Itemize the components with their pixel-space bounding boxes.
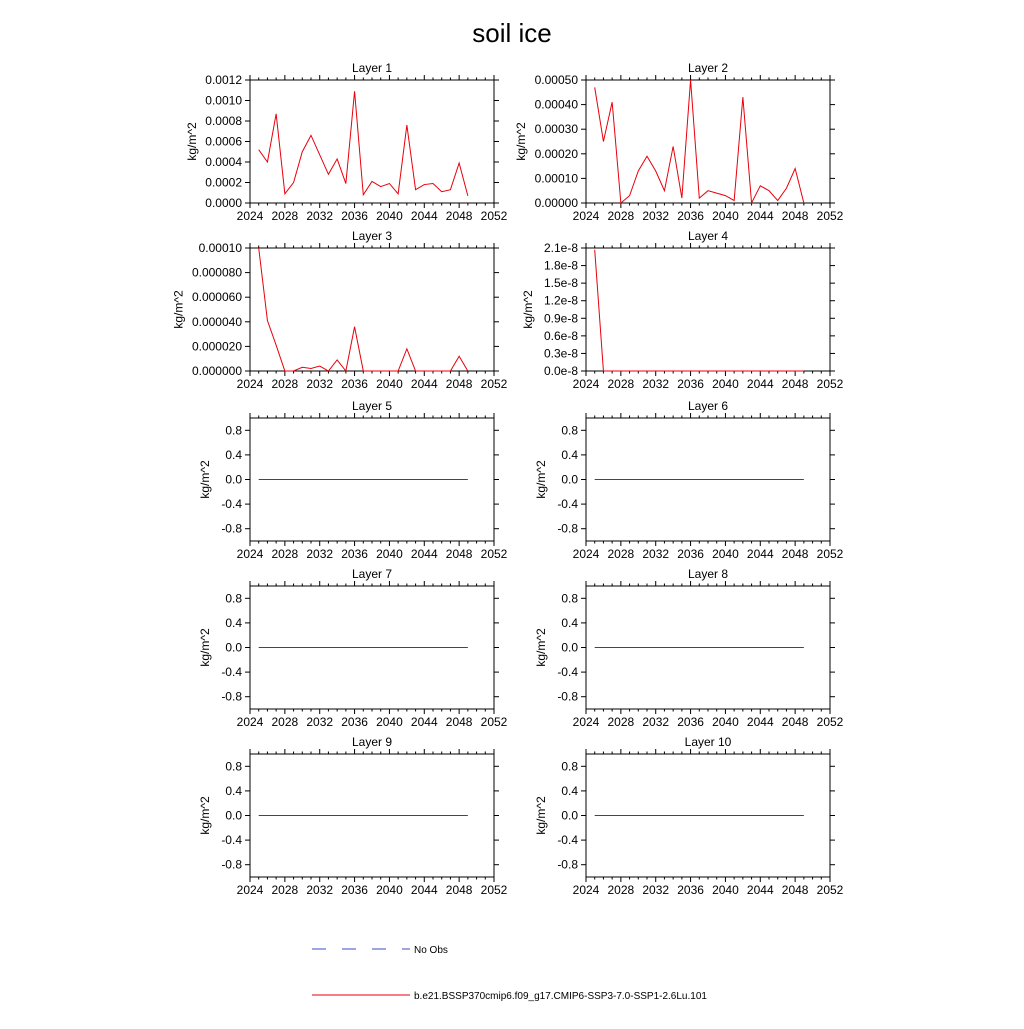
x-tick-label: 2048 (445, 715, 473, 729)
x-tick-label: 2044 (746, 377, 774, 391)
x-tick-label: 2032 (642, 715, 670, 729)
y-axis-label: kg/m^2 (534, 460, 549, 499)
x-tick-label: 2052 (480, 883, 508, 897)
y-tick-label: 0.00030 (534, 122, 578, 137)
x-tick-label: 2048 (781, 715, 809, 729)
x-tick-label: 2048 (445, 377, 473, 391)
x-tick-label: 2028 (607, 883, 635, 897)
panel-layer-2 (514, 61, 844, 223)
y-tick-label: 0.00050 (534, 73, 578, 87)
x-tick-label: 2032 (642, 547, 670, 561)
y-tick-label: 0.0012 (205, 73, 242, 87)
x-tick-label: 2044 (410, 209, 438, 223)
panel-layer-8 (534, 567, 843, 729)
x-tick-label: 2032 (642, 377, 670, 391)
x-tick-label: 2048 (445, 883, 473, 897)
x-tick-label: 2036 (341, 883, 368, 897)
panel-title: Layer 9 (351, 735, 393, 749)
y-tick-label: 0.000020 (191, 339, 242, 354)
x-tick-label: 2024 (236, 883, 264, 897)
x-tick-label: 2052 (480, 715, 508, 729)
plot-frame (586, 80, 830, 203)
y-tick-label: 0.000040 (191, 314, 242, 329)
x-tick-label: 2040 (376, 377, 403, 391)
x-tick-label: 2024 (572, 377, 600, 391)
x-tick-label: 2028 (607, 209, 635, 223)
x-tick-label: 2052 (816, 377, 844, 391)
series-line (259, 248, 468, 371)
panel-layer-10 (534, 735, 843, 897)
x-tick-label: 2040 (712, 883, 739, 897)
panel-layer-7 (198, 567, 507, 729)
x-tick-label: 2044 (410, 377, 438, 391)
y-tick-label: 0.0e-8 (543, 364, 578, 378)
x-tick-label: 2028 (607, 715, 635, 729)
panel-layer-4 (521, 229, 844, 391)
x-tick-label: 2040 (376, 547, 403, 561)
x-tick-label: 2024 (572, 547, 600, 561)
x-tick-label: 2036 (677, 377, 704, 391)
y-tick-label: 0.0004 (205, 155, 242, 169)
y-axis-label: kg/m^2 (514, 122, 529, 161)
x-tick-label: 2052 (480, 547, 508, 561)
y-tick-label: 0.4 (561, 783, 578, 798)
x-tick-label: 2032 (306, 715, 334, 729)
panel-title: Layer 10 (684, 735, 732, 749)
y-tick-label: 0.0 (561, 640, 578, 655)
y-tick-label: -0.4 (557, 497, 578, 512)
y-tick-label: -0.4 (557, 665, 578, 680)
y-tick-label: 0.0002 (205, 175, 242, 190)
y-tick-label: 0.000000 (191, 364, 242, 378)
y-tick-label: 0.0 (225, 640, 242, 655)
panel-title: Layer 3 (351, 229, 393, 243)
y-tick-label: 0.0 (225, 808, 242, 823)
y-tick-label: 0.0 (561, 472, 578, 487)
plot-frame (250, 80, 494, 203)
y-tick-label: 0.00010 (534, 171, 578, 186)
x-tick-label: 2028 (271, 715, 299, 729)
panel-title: Layer 8 (687, 567, 729, 581)
y-tick-label: 0.6e-8 (543, 328, 578, 343)
y-tick-label: 0.9e-8 (543, 311, 578, 326)
y-tick-label: 0.00000 (534, 196, 578, 210)
y-tick-label: 0.0006 (205, 134, 242, 149)
y-tick-label: 0.4 (561, 447, 578, 462)
x-tick-label: 2044 (410, 883, 438, 897)
y-tick-label: -0.4 (221, 497, 242, 512)
x-tick-label: 2052 (480, 209, 508, 223)
x-tick-label: 2032 (306, 883, 334, 897)
y-tick-label: 0.8 (225, 759, 242, 774)
y-tick-label: 0.4 (225, 615, 242, 630)
y-tick-label: 1.8e-8 (543, 258, 578, 273)
x-tick-label: 2024 (236, 209, 264, 223)
figure-title: soil ice (472, 18, 552, 48)
x-tick-label: 2048 (781, 377, 809, 391)
x-tick-label: 2044 (410, 547, 438, 561)
y-tick-label: 0.8 (561, 591, 578, 606)
y-tick-label: 0.0010 (205, 93, 242, 108)
y-axis-label: kg/m^2 (520, 290, 535, 329)
y-axis-label: kg/m^2 (198, 460, 213, 499)
y-axis-label: kg/m^2 (184, 122, 199, 161)
y-tick-label: -0.4 (557, 833, 578, 848)
x-tick-label: 2036 (677, 547, 704, 561)
legend-model-label: b.e21.BSSP370cmip6.f09_g17.CMIP6-SSP3-7.0-SSP1-2.6Lu.101 (414, 991, 707, 1002)
y-tick-label: 1.2e-8 (543, 293, 578, 308)
y-tick-label: 0.8 (225, 591, 242, 606)
x-tick-label: 2044 (746, 883, 774, 897)
x-tick-label: 2028 (271, 377, 299, 391)
x-tick-label: 2036 (677, 883, 704, 897)
y-tick-label: 0.8 (561, 423, 578, 438)
x-tick-label: 2052 (816, 883, 844, 897)
x-tick-label: 2036 (341, 377, 368, 391)
x-tick-label: 2040 (376, 883, 403, 897)
y-tick-label: 2.1e-8 (543, 241, 578, 255)
x-tick-label: 2036 (677, 715, 704, 729)
x-tick-label: 2032 (306, 209, 334, 223)
panel-layer-6 (534, 399, 843, 561)
x-tick-label: 2024 (236, 377, 264, 391)
x-tick-label: 2052 (816, 547, 844, 561)
y-axis-label: kg/m^2 (534, 628, 549, 667)
y-tick-label: 0.4 (225, 783, 242, 798)
x-tick-label: 2040 (376, 715, 403, 729)
x-tick-label: 2024 (236, 547, 264, 561)
y-tick-label: 0.4 (225, 447, 242, 462)
y-tick-label: 0.8 (225, 423, 242, 438)
x-tick-label: 2040 (712, 377, 739, 391)
x-tick-label: 2028 (271, 547, 299, 561)
x-tick-label: 2028 (607, 377, 635, 391)
x-tick-label: 2036 (341, 547, 368, 561)
legend-obs-label: No Obs (414, 945, 448, 956)
y-tick-label: 0.00020 (534, 146, 578, 161)
x-tick-label: 2028 (271, 209, 299, 223)
y-tick-label: 0.0000 (205, 196, 242, 210)
panel-title: Layer 1 (351, 61, 393, 75)
y-axis-label: kg/m^2 (198, 796, 213, 835)
x-tick-label: 2024 (236, 715, 264, 729)
x-tick-label: 2024 (572, 883, 600, 897)
y-tick-label: -0.8 (221, 521, 242, 536)
x-tick-label: 2028 (271, 883, 299, 897)
y-tick-label: 0.0008 (205, 114, 242, 128)
panel-title: Layer 2 (687, 61, 729, 75)
y-tick-label: -0.8 (221, 689, 242, 704)
x-tick-label: 2040 (376, 209, 403, 223)
x-tick-label: 2052 (816, 715, 844, 729)
y-tick-label: 0.00040 (534, 97, 578, 112)
x-tick-label: 2036 (677, 209, 704, 223)
y-tick-label: 0.0 (225, 472, 242, 487)
panel-title: Layer 5 (351, 399, 393, 413)
x-tick-label: 2036 (341, 715, 368, 729)
series-line (595, 250, 804, 371)
panel-title: Layer 4 (687, 229, 729, 243)
x-tick-label: 2044 (410, 715, 438, 729)
x-tick-label: 2044 (746, 715, 774, 729)
x-tick-label: 2048 (781, 883, 809, 897)
panel-layer-1 (185, 61, 508, 223)
y-tick-label: 0.4 (561, 615, 578, 630)
y-tick-label: -0.4 (221, 665, 242, 680)
y-tick-label: 0.8 (561, 759, 578, 774)
x-tick-label: 2048 (781, 547, 809, 561)
plot-frame (250, 248, 494, 371)
legend (312, 945, 707, 1002)
x-tick-label: 2052 (480, 377, 508, 391)
plot-frame (586, 248, 830, 371)
x-tick-label: 2044 (746, 209, 774, 223)
x-tick-label: 2028 (607, 547, 635, 561)
x-tick-label: 2048 (445, 209, 473, 223)
panel-layer-9 (198, 735, 507, 897)
y-tick-label: 0.000060 (191, 290, 242, 305)
y-tick-label: 0.3e-8 (543, 346, 578, 361)
series-line (259, 91, 468, 196)
series-line (595, 80, 804, 203)
y-tick-label: -0.8 (221, 857, 242, 872)
y-tick-label: 1.5e-8 (543, 276, 578, 291)
x-tick-label: 2032 (306, 547, 334, 561)
x-tick-label: 2040 (712, 209, 739, 223)
x-tick-label: 2048 (445, 547, 473, 561)
y-axis-label: kg/m^2 (171, 290, 186, 329)
x-tick-label: 2024 (572, 715, 600, 729)
x-tick-label: 2040 (712, 547, 739, 561)
y-axis-label: kg/m^2 (534, 796, 549, 835)
panel-layer-5 (198, 399, 507, 561)
panel-title: Layer 6 (687, 399, 729, 413)
y-tick-label: 0.0 (561, 808, 578, 823)
y-tick-label: -0.8 (557, 857, 578, 872)
x-tick-label: 2048 (781, 209, 809, 223)
y-tick-label: -0.4 (221, 833, 242, 848)
x-tick-label: 2024 (572, 209, 600, 223)
x-tick-label: 2032 (306, 377, 334, 391)
y-tick-label: 0.00010 (198, 241, 242, 255)
x-tick-label: 2044 (746, 547, 774, 561)
panel-title: Layer 7 (351, 567, 393, 581)
y-tick-label: -0.8 (557, 689, 578, 704)
panel-grid (171, 61, 843, 897)
y-tick-label: 0.000080 (191, 265, 242, 280)
y-axis-label: kg/m^2 (198, 628, 213, 667)
x-tick-label: 2052 (816, 209, 844, 223)
y-tick-label: -0.8 (557, 521, 578, 536)
x-tick-label: 2036 (341, 209, 368, 223)
x-tick-label: 2032 (642, 209, 670, 223)
panel-layer-3 (171, 229, 507, 391)
x-tick-label: 2032 (642, 883, 670, 897)
x-tick-label: 2040 (712, 715, 739, 729)
